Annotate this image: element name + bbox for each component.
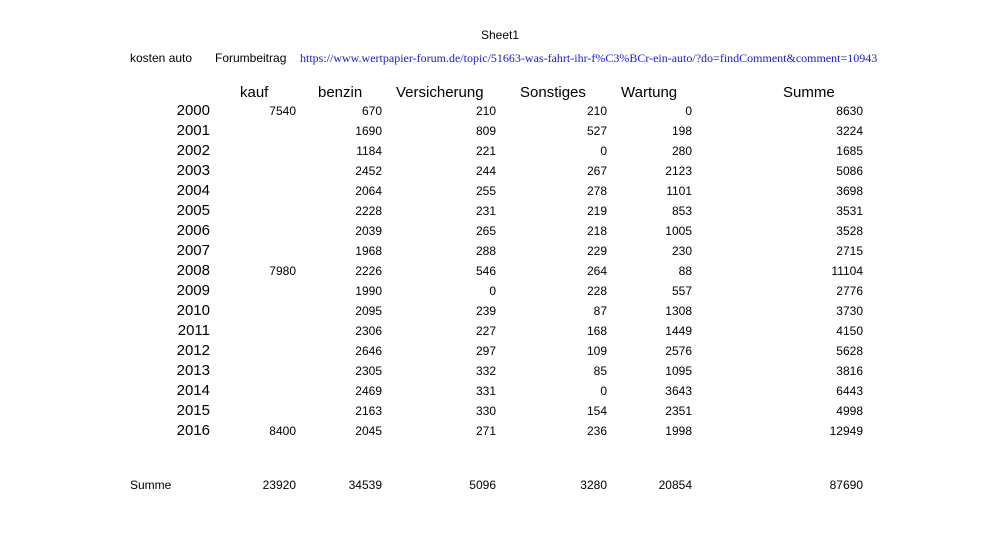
wartung-cell: 1101 <box>666 184 692 198</box>
benzin-cell: 2646 <box>355 344 382 358</box>
total-kauf: 23920 <box>262 478 296 492</box>
summe-cell: 5628 <box>836 344 863 358</box>
year-cell: 2000 <box>176 102 210 119</box>
wartung-cell: 1095 <box>665 364 692 378</box>
benzin-cell: 2226 <box>355 264 382 278</box>
year-cell: 2012 <box>176 342 210 359</box>
benzin-cell: 2163 <box>355 404 382 418</box>
summe-cell: 1685 <box>836 144 863 158</box>
header-versicherung: Versicherung <box>396 84 484 101</box>
total-benzin: 34539 <box>348 478 382 492</box>
sonstiges-cell: 229 <box>586 244 607 258</box>
versicherung-cell: 809 <box>475 124 496 138</box>
summe-cell: 2776 <box>836 284 863 298</box>
year-cell: 2010 <box>176 302 210 319</box>
summe-cell: 3730 <box>836 304 863 318</box>
versicherung-cell: 297 <box>475 344 496 358</box>
sonstiges-cell: 527 <box>586 124 607 138</box>
wartung-cell: 198 <box>671 124 692 138</box>
header-wartung: Wartung <box>621 84 678 101</box>
wartung-cell: 853 <box>671 204 692 218</box>
wartung-cell: 1998 <box>665 424 692 438</box>
benzin-cell: 2064 <box>355 184 382 198</box>
benzin-cell: 1184 <box>356 144 382 158</box>
year-cell: 2008 <box>176 262 210 279</box>
versicherung-cell: 330 <box>475 404 496 418</box>
sonstiges-cell: 218 <box>586 224 607 238</box>
sonstiges-cell: 0 <box>600 144 607 158</box>
versicherung-cell: 239 <box>475 304 496 318</box>
sonstiges-cell: 109 <box>586 344 607 358</box>
wartung-cell: 280 <box>671 144 692 158</box>
wartung-cell: 3643 <box>665 384 692 398</box>
versicherung-cell: 255 <box>475 184 496 198</box>
sonstiges-cell: 267 <box>586 164 607 178</box>
total-versicherung: 5096 <box>469 478 496 492</box>
kauf-cell: 7540 <box>269 104 296 118</box>
year-cell: 2006 <box>176 222 210 239</box>
wartung-cell: 1005 <box>665 224 692 238</box>
benzin-cell: 1690 <box>355 124 382 138</box>
benzin-cell: 2469 <box>355 384 382 398</box>
benzin-cell: 670 <box>361 104 382 118</box>
summe-cell: 6443 <box>836 384 863 398</box>
benzin-cell: 2045 <box>355 424 382 438</box>
versicherung-cell: 210 <box>475 104 496 118</box>
summe-cell: 3816 <box>836 364 863 378</box>
year-cell: 2007 <box>176 242 210 259</box>
header-kauf: kauf <box>240 84 269 101</box>
wartung-cell: 2123 <box>665 164 692 178</box>
sonstiges-cell: 154 <box>586 404 607 418</box>
sonstiges-cell: 219 <box>586 204 607 218</box>
year-cell: 2014 <box>176 382 210 399</box>
versicherung-cell: 265 <box>475 224 496 238</box>
sonstiges-cell: 85 <box>593 364 607 378</box>
total-label: Summe <box>130 478 172 492</box>
year-cell: 2013 <box>176 362 210 379</box>
sonstiges-cell: 228 <box>586 284 607 298</box>
summe-cell: 12949 <box>829 424 863 438</box>
kosten-auto-label: kosten auto <box>130 51 193 65</box>
sonstiges-cell: 264 <box>586 264 607 278</box>
benzin-cell: 2039 <box>355 224 382 238</box>
versicherung-cell: 331 <box>475 384 496 398</box>
year-cell: 2009 <box>176 282 210 299</box>
versicherung-cell: 271 <box>475 424 496 438</box>
versicherung-cell: 0 <box>489 284 496 298</box>
versicherung-cell: 288 <box>475 244 496 258</box>
summe-cell: 4150 <box>836 324 863 338</box>
total-wartung: 20854 <box>658 478 692 492</box>
sonstiges-cell: 236 <box>586 424 607 438</box>
year-cell: 2003 <box>176 162 210 179</box>
summe-cell: 3698 <box>836 184 863 198</box>
wartung-cell: 1449 <box>665 324 692 338</box>
summe-cell: 8630 <box>836 104 863 118</box>
benzin-cell: 2306 <box>355 324 382 338</box>
wartung-cell: 88 <box>678 264 692 278</box>
year-cell: 2016 <box>176 422 210 439</box>
wartung-cell: 230 <box>671 244 692 258</box>
summe-cell: 3224 <box>836 124 863 138</box>
sonstiges-cell: 278 <box>586 184 607 198</box>
summe-cell: 11104 <box>831 264 863 278</box>
benzin-cell: 2228 <box>355 204 382 218</box>
versicherung-cell: 227 <box>475 324 496 338</box>
total-summe: 87690 <box>829 478 863 492</box>
benzin-cell: 2452 <box>355 164 382 178</box>
summe-cell: 5086 <box>836 164 863 178</box>
summe-cell: 4998 <box>836 404 863 418</box>
summe-cell: 3528 <box>836 224 863 238</box>
versicherung-cell: 332 <box>475 364 496 378</box>
summe-cell: 2715 <box>836 244 863 258</box>
total-sonstiges: 3280 <box>580 478 607 492</box>
header-sonstiges: Sonstiges <box>520 84 586 101</box>
sonstiges-cell: 168 <box>586 324 607 338</box>
year-cell: 2015 <box>176 402 210 419</box>
versicherung-cell: 244 <box>475 164 496 178</box>
kauf-cell: 8400 <box>269 424 296 438</box>
benzin-cell: 1968 <box>355 244 382 258</box>
year-cell: 2001 <box>176 122 210 139</box>
sonstiges-cell: 210 <box>586 104 607 118</box>
wartung-cell: 1308 <box>665 304 692 318</box>
versicherung-cell: 221 <box>475 144 496 158</box>
year-cell: 2002 <box>176 142 210 159</box>
benzin-cell: 2095 <box>355 304 382 318</box>
benzin-cell: 2305 <box>355 364 382 378</box>
kauf-cell: 7980 <box>269 264 296 278</box>
versicherung-cell: 546 <box>475 264 496 278</box>
header-summe: Summe <box>783 84 835 101</box>
wartung-cell: 557 <box>671 284 692 298</box>
summe-cell: 3531 <box>836 204 863 218</box>
versicherung-cell: 231 <box>475 204 496 218</box>
header-benzin: benzin <box>318 84 363 101</box>
wartung-cell: 2351 <box>665 404 692 418</box>
forum-label: Forumbeitrag <box>215 51 287 65</box>
benzin-cell: 1990 <box>355 284 382 298</box>
year-cell: 2011 <box>177 322 210 339</box>
year-cell: 2005 <box>176 202 210 219</box>
wartung-cell: 2576 <box>665 344 692 358</box>
wartung-cell: 0 <box>685 104 692 118</box>
sonstiges-cell: 87 <box>593 304 607 318</box>
forum-link[interactable]: https://www.wertpapier-forum.de/topic/51663-was-fahrt-ihr-f%C3%BCr-ein-auto/?do=findComment&comment=10943 <box>300 51 878 65</box>
sonstiges-cell: 0 <box>600 384 607 398</box>
sheet-title: Sheet1 <box>480 28 520 42</box>
year-cell: 2004 <box>176 182 210 199</box>
